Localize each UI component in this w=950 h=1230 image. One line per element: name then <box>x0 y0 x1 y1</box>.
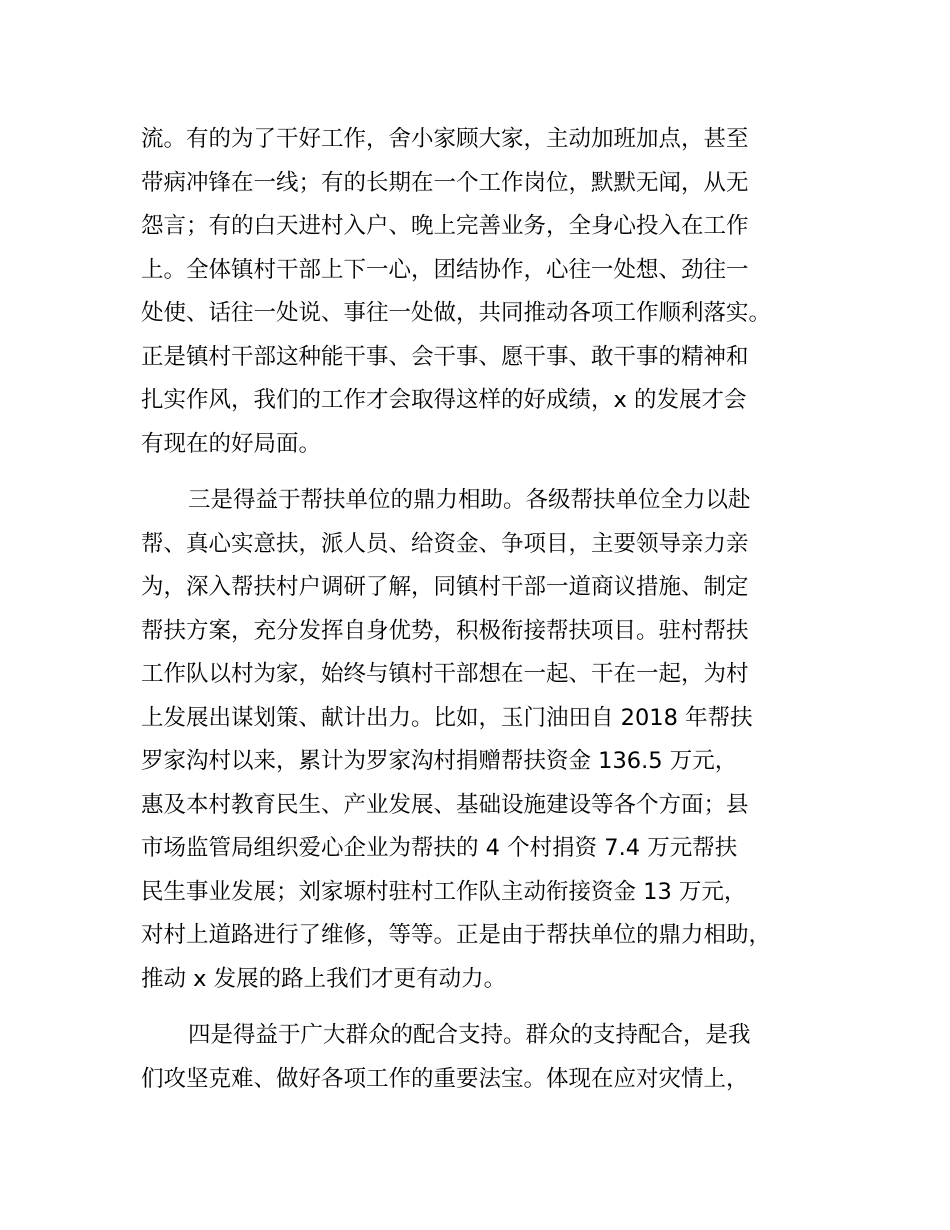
text-line: 流。有的为了干好工作，舍小家顾大家，主动加班加点，甚至 <box>141 126 749 152</box>
text-line: 帮扶方案，充分发挥自身优势，积极衔接帮扶项目。驻村帮扶 <box>141 617 749 644</box>
text-line: 民生事业发展；刘家塬村驻村工作队主动衔接资金 13 万元， <box>141 878 747 905</box>
text-line: 上。全体镇村干部上下一心，团结协作，心往一处想、劲往一 <box>141 256 749 283</box>
text-line: 市场监管局组织爱心企业为帮扶的 4 个村捐资 7.4 万元帮扶 <box>141 835 738 861</box>
text-line: 为，深入帮扶村户调研了解，同镇村干部一道商议措施、制定 <box>141 574 749 600</box>
text-line: 推动 x 发展的路上我们才更有动力。 <box>141 965 507 992</box>
text-line: 工作队以村为家，始终与镇村干部想在一起、干在一起，为村 <box>141 661 749 687</box>
paragraph-1 <box>141 118 841 466</box>
text-line: 惠及本村教育民生、产业发展、基础设施建设等各个方面；县 <box>141 791 749 818</box>
text-line: 正是镇村干部这种能干事、会干事、愿干事、敢干事的精神和 <box>141 343 749 370</box>
text-line: 上发展出谋划策、献计出力。比如，玉门油田自 2018 年帮扶 <box>141 704 753 731</box>
paragraph-2 <box>141 479 841 1001</box>
text-line: 们攻坚克难、做好各项工作的重要法宝。体现在应对灾情上， <box>141 1065 749 1092</box>
text-line: 处使、话往一处说、事往一处做，共同推动各项工作顺利落实。 <box>141 300 772 326</box>
text-line: 四是得益于广大群众的配合支持。群众的支持配合，是我 <box>188 1022 751 1048</box>
paragraph-3 <box>141 1014 841 1101</box>
text-line: 帮、真心实意扶，派人员、给资金、争项目，主要领导亲力亲 <box>141 530 749 557</box>
text-line: 对村上道路进行了维修，等等。正是由于帮扶单位的鼎力相助， <box>141 922 772 948</box>
paragraph-spacer <box>141 1001 841 1014</box>
text-line: 带病冲锋在一线；有的长期在一个工作岗位，默默无闻，从无 <box>141 169 749 196</box>
document-body <box>141 118 841 1101</box>
text-line: 三是得益于帮扶单位的鼎力相助。各级帮扶单位全力以赴 <box>188 487 751 513</box>
text-line: 有现在的好局面。 <box>141 430 322 457</box>
text-line: 罗家沟村以来，累计为罗家沟村捐赠帮扶资金 136.5 万元， <box>141 748 738 774</box>
paragraph-spacer <box>141 466 841 479</box>
text-line: 怨言；有的白天进村入户、晚上完善业务，全身心投入在工作 <box>141 213 749 239</box>
text-line: 扎实作风，我们的工作才会取得这样的好成绩，x 的发展才会 <box>141 387 747 413</box>
